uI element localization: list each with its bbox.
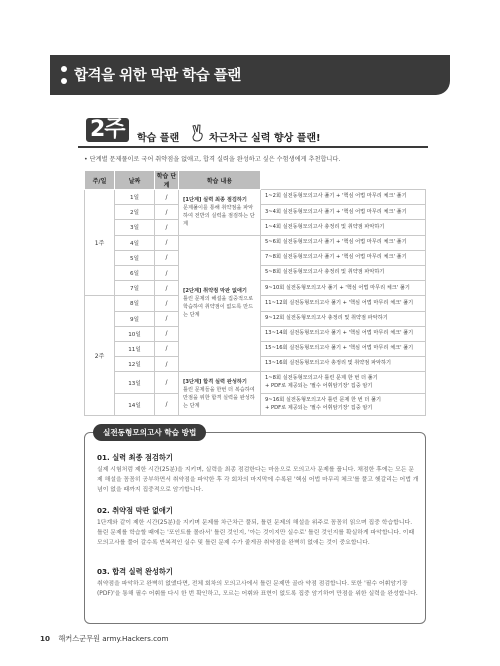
method-item-text: 취약점을 파악하고 완벽히 없앴다면, 전체 회차의 모의고사에서 틀린 문제만 골라 약점 점검합니다. 또한 '필수 어휘암기장(PDF)'을 통해 필수 어휘를 다시 한 번 확인하고, 모르는 어휘와 표현이 없도록 집중 암기하여 만점을 위한 실력을 완성합니다. [97, 581, 418, 597]
day-cell: 12일 [115, 357, 155, 372]
date-cell[interactable]: / [155, 357, 179, 372]
bullet-dots-icon [61, 66, 67, 84]
day-cell: 11일 [115, 341, 155, 356]
content-cell: 9~10회 실전동형모의고사 풀기 + '핵심 어법 마무리 체크' 풀기 [261, 281, 426, 296]
day-cell: 6일 [115, 265, 155, 280]
stage-3-desc: 틀린 문제들을 한번 더 복습하여 만점을 위한 합격 실력을 완성하는 단계 [183, 386, 255, 409]
date-cell[interactable]: / [155, 235, 179, 250]
week-header [78, 117, 428, 148]
date-cell[interactable]: / [155, 341, 179, 356]
day-cell: 14일 [115, 394, 155, 416]
content-line: 9~16회 실전동형모의고사 틀린 문제 한 번 더 풀기 [265, 397, 381, 404]
content-cell: 5~8회 실전동형모의고사 총정리 및 취약점 파악하기 [261, 265, 426, 280]
day-cell: 2일 [115, 205, 155, 220]
method-item-2 [97, 506, 419, 548]
date-cell[interactable]: / [155, 326, 179, 341]
date-cell[interactable]: / [155, 394, 179, 416]
day-cell: 9일 [115, 311, 155, 326]
date-cell[interactable]: / [155, 220, 179, 235]
content-cell: 1~2회 실전동형모의고사 풀기 + '핵심 어법 마무리 체크' 풀기 [261, 190, 426, 205]
stage-1-title: [1단계] 실력 최종 점검하기 [183, 197, 247, 204]
day-cell: 4일 [115, 235, 155, 250]
stage-1-cell [179, 190, 261, 236]
content-cell: 5~6회 실전동형모의고사 풀기 + '핵심 어법 마무리 체크' 풀기 [261, 235, 426, 250]
header-content: 학습 내용 [179, 171, 261, 190]
banner-title: 합격을 위한 막판 학습 플랜 [74, 68, 241, 84]
day-cell: 8일 [115, 296, 155, 311]
table-row [85, 372, 426, 394]
stage-2-title: [2단계] 취약점 막판 없애기 [183, 288, 247, 295]
stage-2-cell [179, 235, 261, 372]
header-week-day: 주/일 [85, 171, 115, 190]
plan-label: 학습 플랜 [137, 133, 180, 144]
content-cell: 9~12회 실전동형모의고사 총정리 및 취약점 파악하기 [261, 311, 426, 326]
method-item-title: 02. 취약점 막판 없애기 [97, 506, 173, 515]
method-item-text: 실제 시험처럼 제한 시간(25분)을 지키며, 실력을 최종 점검한다는 마음으로 모의고사 문제를 풉니다. 채점한 후에는 모든 문제 해설을 꼼꼼히 공부하면서 취약점을 파악한 후 각 회차의 마지막에 수록된 '핵심 어법 마무리 체크'를 풀고 헷갈리는 어법 개념이 없을 때까지 집중적으로 암기합니다. [97, 467, 419, 493]
header-stage: 학습 단계 [155, 171, 179, 190]
week-2-cell: 2주 [85, 296, 115, 416]
content-cell: 1~4회 실전동형모의고사 총정리 및 취약점 파악하기 [261, 220, 426, 235]
content-cell: 13~16회 실전동형모의고사 총정리 및 취약점 파악하기 [261, 357, 426, 372]
date-cell[interactable]: / [155, 281, 179, 296]
date-cell[interactable]: / [155, 190, 179, 205]
method-item-title: 03. 합격 실력 완성하기 [97, 567, 173, 576]
method-item-1 [97, 453, 419, 495]
header-date: 날짜 [115, 171, 155, 190]
content-cell [261, 394, 426, 416]
study-method-box [84, 428, 426, 624]
victory-hand-icon [190, 124, 206, 142]
date-cell[interactable]: / [155, 372, 179, 394]
header-underline [78, 146, 428, 148]
day-cell: 13일 [115, 372, 155, 394]
content-cell: 15~16회 실전동형모의고사 풀기 + '핵심 어법 마무리 체크' 풀기 [261, 341, 426, 356]
week-1-cell: 1주 [85, 190, 115, 296]
method-label: 실전동형모의고사 학습 방법 [93, 424, 206, 441]
content-line: + PDF로 제공되는 '필수 어휘암기장' 집중 암기 [265, 404, 373, 411]
date-cell[interactable]: / [155, 311, 179, 326]
stage-1-desc: 문제풀이를 통해 취약점을 파악하여 전반의 실력을 점검하는 단계 [183, 205, 255, 228]
footer-brand: 해커스군무원 [58, 634, 100, 643]
date-cell[interactable]: / [155, 250, 179, 265]
table-header-row [85, 171, 426, 190]
intro-text: • 단계별 문제풀이로 국어 취약점을 없애고, 합격 실력을 완성하고 싶은 수험생에게 추천합니다. [84, 156, 341, 163]
section-banner [50, 55, 450, 95]
date-cell[interactable]: / [155, 265, 179, 280]
content-cell: 3~4회 실전동형모의고사 풀기 + '핵심 어법 마무리 체크' 풀기 [261, 205, 426, 220]
stage-2-desc: 틀린 문제의 해설을 집중적으로 학습하여 취약점이 없도록 만드는 단계 [183, 296, 254, 319]
page-number: 10 [40, 634, 51, 643]
table-row [85, 235, 426, 250]
method-item-title: 01. 실력 최종 점검하기 [97, 453, 173, 462]
footer-url[interactable]: army.Hackers.com [102, 634, 169, 643]
page-footer [40, 634, 168, 644]
stage-3-cell [179, 372, 261, 416]
stage-3-title: [3단계] 합격 실력 완성하기 [183, 378, 247, 385]
content-cell: 11~12회 실전동형모의고사 풀기 + '핵심 어법 마무리 체크' 풀기 [261, 296, 426, 311]
content-line: 1~8회 실전동형모의고사 틀린 문제 한 번 더 풀기 [265, 375, 378, 382]
day-cell: 1일 [115, 190, 155, 205]
day-cell: 3일 [115, 220, 155, 235]
table-row [85, 190, 426, 205]
content-line: + PDF로 제공되는 '필수 어휘암기장' 집중 암기 [265, 382, 373, 389]
date-cell[interactable]: / [155, 205, 179, 220]
method-item-3 [97, 567, 419, 599]
content-cell [261, 372, 426, 394]
study-plan-table [84, 170, 426, 416]
day-cell: 10일 [115, 326, 155, 341]
week-label: 2주 [86, 118, 129, 142]
date-cell[interactable]: / [155, 296, 179, 311]
method-item-text: 1단계와 같이 제한 시간(25분)을 지키며 문제를 차근차근 풀되, 틀린 문제의 해설을 위주로 꼼꼼히 읽으며 집중 학습합니다. 틀린 문제를 학습할 때에는 '포인트를 몰라서' 틀린 것인지, '아는 것이지만 실수로' 틀린 것인지를 확실하게 파악합니다. 이때 모의고사를 풀어 갈수록 반복적인 실수 및 틀린 문제 수가 줄게끔 취약점을 완벽히 없애는 것이 중요합니다. [97, 520, 415, 546]
week-subtitle: 차근차근 실력 향상 플랜! [209, 133, 321, 144]
day-cell: 5일 [115, 250, 155, 265]
day-cell: 7일 [115, 281, 155, 296]
content-cell: 7~8회 실전동형모의고사 풀기 + '핵심 어법 마무리 체크' 풀기 [261, 250, 426, 265]
content-cell: 13~14회 실전동형모의고사 풀기 + '핵심 어법 마무리 체크' 풀기 [261, 326, 426, 341]
